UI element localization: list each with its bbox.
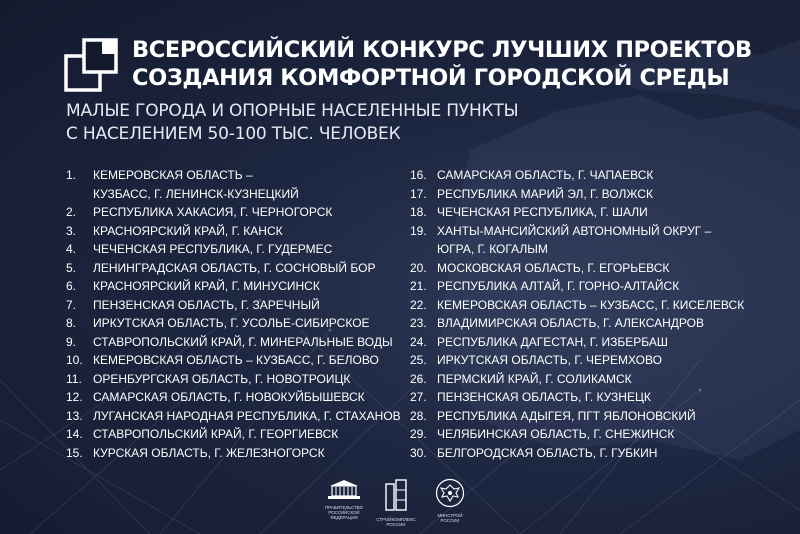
item-text-line: ЛУГАНСКАЯ НАРОДНАЯ РЕСПУБЛИКА, Г. СТАХАНОВ [93,408,401,423]
item-text [93,277,401,296]
item-text [437,444,744,463]
winners-list-left [66,166,401,462]
item-text-line: ИРКУТСКАЯ ОБЛАСТЬ, Г. УСОЛЬЕ-СИБИРСКОЕ [93,316,370,330]
list-item [410,388,744,407]
item-text-line: БЕЛГОРОДСКАЯ ОБЛАСТЬ, Г. ГУБКИН [437,445,658,460]
item-text [93,333,401,352]
caption-line: РОССИИ [440,518,460,523]
item-text-line: РЕСПУБЛИКА АДЫГЕЯ, ПГТ ЯБЛОНОВСКИЙ [437,408,696,423]
list-item [410,203,744,222]
item-text-line: КЕМЕРОВСКАЯ ОБЛАСТЬ – КУЗБАСС, Г. КИСЕЛЕВСК [437,297,745,312]
government-building-icon [326,478,362,500]
item-text-line: КУРСКАЯ ОБЛАСТЬ, Г. ЖЕЛЕЗНОГОРСК [93,445,325,460]
item-text-line: САМАРСКАЯ ОБЛАСТЬ, Г. НОВОКУЙБЫШЕВСК [93,390,365,404]
contest-title [132,36,752,92]
item-text-line: ХАНТЫ-МАНСИЙСКИЙ АВТОНОМНЫЙ ОКРУГ – [437,223,712,238]
item-text [437,425,744,444]
item-number: 19. [410,223,427,238]
item-text [437,351,744,370]
item-text-line: КУЗБАСС, Г. ЛЕНИНСК-КУЗНЕЦКИЙ [93,186,299,201]
item-text-line: СТАВРОПОЛЬСКИЙ КРАЙ, Г. МИНЕРАЛЬНЫЕ ВОДЫ [93,334,393,349]
item-text [437,314,744,333]
item-text-line: САМАРСКАЯ ОБЛАСТЬ, Г. ЧАПАЕВСК [437,168,654,182]
minstroy-logo [426,478,474,523]
item-text [437,388,744,407]
list-item [410,370,744,389]
item-number: 29. [410,427,427,441]
caption-line: РОССИЙСКОЙ [328,510,360,515]
item-number: 10. [66,353,83,367]
list-item [410,351,744,370]
contest-logo-icon [64,38,118,92]
item-text-line: РЕСПУБЛИКА ДАГЕСТАН, Г. ИЗБЕРБАШ [437,334,668,349]
item-text [437,203,744,222]
item-text-line: КРАСНОЯРСКИЙ КРАЙ, Г. КАНСК [93,223,283,238]
item-text-line: КЕМЕРОВСКАЯ ОБЛАСТЬ – [93,168,253,182]
item-text-line: ЧЕЧЕНСКАЯ РЕСПУБЛИКА, Г. ШАЛИ [437,205,648,219]
item-number: 24. [410,334,427,349]
item-number: 11. [66,371,82,386]
item-number: 6. [66,279,77,293]
item-number: 1. [66,168,77,182]
list-item [410,444,744,463]
item-number: 4. [66,242,77,256]
category-subtitle [66,100,518,146]
item-number: 21. [410,279,427,293]
list-item [410,407,744,426]
list-item [410,259,744,278]
item-number: 25. [410,353,427,367]
item-number: 13. [66,408,83,423]
list-item [66,259,401,278]
item-text [437,185,744,204]
minstroy-caption [426,513,474,523]
item-text [93,425,401,444]
item-number: 23. [410,316,427,330]
stroykompleks-logo [368,478,424,527]
item-text [437,333,744,352]
list-item [66,240,401,259]
item-number: 15. [66,445,83,460]
item-text-line: ИРКУТСКАЯ ОБЛАСТЬ, Г. ЧЕРЕМХОВО [437,353,662,367]
winners-list-right [410,166,744,462]
item-text-line: РЕСПУБЛИКА АЛТАЙ, Г. ГОРНО-АЛТАЙСК [437,279,680,293]
item-text-line: МОСКОВСКАЯ ОБЛАСТЬ, Г. ЕГОРЬЕВСК [437,260,670,275]
item-text-line: ПЕРМСКИЙ КРАЙ, Г. СОЛИКАМСК [437,371,632,386]
list-item [66,351,401,370]
footer-logos [0,478,800,530]
stroykompleks-caption [368,517,424,527]
item-text [437,407,744,426]
caption-line: ПРАВИТЕЛЬСТВО [325,505,363,510]
item-number: 3. [66,223,77,238]
item-number: 16. [410,168,427,182]
item-text-line: РЕСПУБЛИКА МАРИЙ ЭЛ, Г. ВОЛЖСК [437,186,653,201]
list-item [66,333,401,352]
item-number: 5. [66,260,77,275]
list-item [66,314,401,333]
list-item [66,203,401,222]
item-number: 17. [410,186,427,201]
item-text [93,240,401,259]
item-text [437,296,744,315]
list-item [410,333,744,352]
item-number: 8. [66,316,77,330]
list-item [66,425,401,444]
list-item [410,425,744,444]
list-item [410,185,744,204]
item-number: 14. [66,427,83,441]
item-number: 12. [66,390,83,404]
item-text-line: КЕМЕРОВСКАЯ ОБЛАСТЬ – КУЗБАСС, Г. БЕЛОВО [93,353,379,367]
item-text [93,203,401,222]
item-text [93,370,401,389]
eagle-emblem-icon [435,478,465,508]
list-item [410,277,744,296]
item-text [93,259,401,278]
item-text [437,259,744,278]
caption-line: РОССИИ [386,522,406,527]
list-item [66,296,401,315]
subtitle-line: С НАСЕЛЕНИЕМ 50-100 ТЫС. ЧЕЛОВЕК [66,124,401,144]
item-number: 2. [66,205,77,219]
government-logo [312,478,376,520]
item-number: 27. [410,390,427,404]
item-text-line: ПЕНЗЕНСКАЯ ОБЛАСТЬ, Г. КУЗНЕЦК [437,390,651,404]
item-text-line: СТАВРОПОЛЬСКИЙ КРАЙ, Г. ГЕОРГИЕВСК [93,427,339,441]
item-text-line: ПЕНЗЕНСКАЯ ОБЛАСТЬ, Г. ЗАРЕЧНЫЙ [93,297,320,312]
item-number: 28. [410,408,427,423]
item-text [93,296,401,315]
caption-line: МИНСТРОЙ [437,513,463,518]
item-number: 7. [66,297,77,312]
item-number: 20. [410,260,427,275]
item-text-line: ЛЕНИНГРАДСКАЯ ОБЛАСТЬ, Г. СОСНОВЫЙ БОР [93,260,376,275]
government-caption [312,505,376,520]
item-text [93,166,401,203]
item-text-line: ВЛАДИМИРСКАЯ ОБЛАСТЬ, Г. АЛЕКСАНДРОВ [437,316,704,330]
list-item [410,296,744,315]
item-number: 18. [410,205,427,219]
item-number: 30. [410,445,427,460]
stroykompleks-icon [384,478,408,512]
list-item [410,314,744,333]
item-text-line: ЧЕЧЕНСКАЯ РЕСПУБЛИКА, Г. ГУДЕРМЕС [93,242,333,256]
item-text [93,444,401,463]
item-text [437,222,744,259]
list-item [66,370,401,389]
list-item [410,222,744,259]
item-text-line: РЕСПУБЛИКА ХАКАСИЯ, Г. ЧЕРНОГОРСК [93,205,333,219]
caption-line: СТРОЙКОМПЛЕКС [376,517,416,522]
item-text-line: ЮГРА, Г. КОГАЛЫМ [437,242,548,256]
list-item [66,222,401,241]
item-text [93,388,401,407]
item-text [437,277,744,296]
item-text-line: КРАСНОЯРСКИЙ КРАЙ, Г. МИНУСИНСК [93,279,320,293]
list-item [410,166,744,185]
item-text [93,351,401,370]
item-text-line: ЧЕЛЯБИНСКАЯ ОБЛАСТЬ, Г. СНЕЖИНСК [437,427,675,441]
subtitle-line: МАЛЫЕ ГОРОДА И ОПОРНЫЕ НАСЕЛЕННЫЕ ПУНКТЫ [66,101,519,121]
caption-line: ФЕДЕРАЦИИ [330,515,358,520]
list-item [66,407,401,426]
list-item [66,388,401,407]
item-number: 22. [410,297,427,312]
item-text [437,166,744,185]
title-line: ВСЕРОССИЙСКИЙ КОНКУРС ЛУЧШИХ ПРОЕКТОВ [132,37,752,63]
list-item [66,166,401,203]
item-number: 9. [66,334,77,349]
list-item [66,277,401,296]
item-text [93,222,401,241]
list-item [66,444,401,463]
item-number: 26. [410,371,427,386]
item-text [437,370,744,389]
item-text [93,407,401,426]
item-text-line: ОРЕНБУРГСКАЯ ОБЛАСТЬ, Г. НОВОТРОИЦК [93,371,351,386]
item-text [93,314,401,333]
title-line: СОЗДАНИЯ КОМФОРТНОЙ ГОРОДСКОЙ СРЕДЫ [132,65,730,91]
